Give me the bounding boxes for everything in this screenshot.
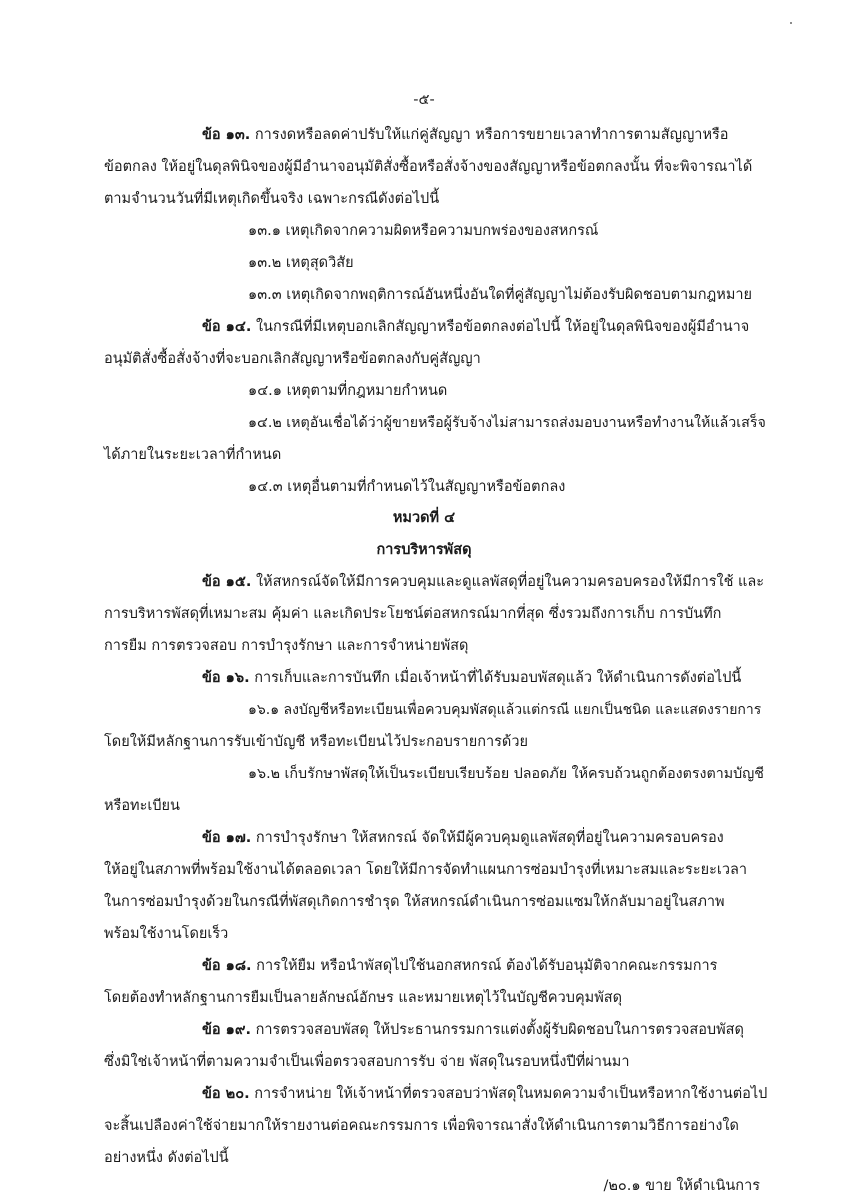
clause-13-3: ๑๓.๓ เหตุเกิดจากพฤติการณ์อันหนึ่งอันใดที่คู่สัญญาไม่ต้องรับผิดชอบตามกฎหมาย (248, 287, 753, 303)
clause-15-line-2: การบริหารพัสดุที่เหมาะสม คุ้มค่า และเกิดประโยชน์ต่อสหกรณ์มากที่สุด ซึ่งรวมถึงการเก็บ การบันทึก (104, 606, 722, 622)
clause-14-1: ๑๔.๑ เหตุตามที่กฎหมายกำหนด (248, 383, 448, 399)
clause-15-line-1: ข้อ ๑๕. ให้สหกรณ์จัดให้มีการควบคุมและดูแลพัสดุที่อยู่ในความครอบครองให้มีการใช้ และ (202, 574, 765, 590)
clause-14-line-1: ข้อ ๑๔. ในกรณีที่มีเหตุบอกเลิกสัญญาหรือข้อตกลงต่อไปนี้ ให้อยู่ในดุลพินิจของผู้มีอำนาจ (202, 319, 750, 335)
clause-20-line-2: จะสิ้นเปลืองค่าใช้จ่ายมากให้รายงานต่อคณะกรรมการ เพื่อพิจารณาสั่งให้ดำเนินการตามวิธีการอย่างใด (104, 1118, 739, 1134)
clause-18-line-2: โดยต้องทำหลักฐานการยืมเป็นลายลักษณ์อักษร และหมายเหตุไว้ในบัญชีควบคุมพัสดุ (104, 990, 623, 1006)
clause-19-label: ข้อ ๑๙. (202, 1022, 252, 1038)
clause-13-line-2: ข้อตกลง ให้อยู่ในดุลพินิจของผู้มีอำนาจอนุมัติสั่งซื้อหรือสั่งจ้างของสัญญาหรือข้อตกลงนั้น ที่จะพิจารณาได้ (104, 159, 753, 175)
clause-14-3: ๑๔.๓ เหตุอื่นตามที่กำหนดไว้ในสัญญาหรือข้อตกลง (248, 479, 566, 495)
clause-14-line-2: อนุมัติสั่งซื้อสั่งจ้างที่จะบอกเลิกสัญญาหรือข้อตกลงกับคู่สัญญา (104, 351, 481, 367)
clause-20-line-3: อย่างหนึ่ง ดังต่อไปนี้ (104, 1150, 229, 1166)
scan-speck (790, 22, 792, 24)
clause-18-line-1: ข้อ ๑๘. การให้ยืม หรือนำพัสดุไปใช้นอกสหกรณ์ ต้องได้รับอนุมัติจากคณะกรรมการ (202, 958, 718, 974)
chapter-heading: หมวดที่ ๔ (392, 510, 456, 526)
clause-14-2: ๑๔.๒ เหตุอันเชื่อได้ว่าผู้ขายหรือผู้รับจ้างไม่สามารถส่งมอบงานหรือทำงานให้แล้วเสร็จ (248, 415, 766, 431)
clause-13-label: ข้อ ๑๓. (202, 127, 251, 143)
clause-15-label: ข้อ ๑๕. (202, 574, 252, 590)
clause-14-2-cont: ได้ภายในระยะเวลาที่กำหนด (104, 447, 282, 463)
clause-16-line-1: ข้อ ๑๖. การเก็บและการบันทึก เมื่อเจ้าหน้าที่ได้รับมอบพัสดุแล้ว ให้ดำเนินการดังต่อไปนี้ (202, 670, 742, 686)
clause-17-line-4: พร้อมใช้งานโดยเร็ว (104, 926, 229, 942)
clause-16-1-cont: โดยให้มีหลักฐานการรับเข้าบัญชี หรือทะเบียนไว้ประกอบรายการด้วย (104, 734, 528, 750)
clause-13-line-3: ตามจำนวนวันที่มีเหตุเกิดขึ้นจริง เฉพาะกรณีดังต่อไปนี้ (104, 191, 440, 207)
clause-16-2-cont: หรือทะเบียน (104, 798, 180, 814)
clause-15-line-3: การยืม การตรวจสอบ การบำรุงรักษา และการจำหน่ายพัสดุ (104, 638, 469, 654)
continuation-note: /๒๐.๑ ขาย ให้ดำเนินการ (603, 1178, 760, 1194)
clause-16-label: ข้อ ๑๖. (202, 670, 250, 686)
clause-13-2: ๑๓.๒ เหตุสุดวิสัย (248, 255, 354, 271)
clause-17-label: ข้อ ๑๗. (202, 830, 252, 846)
clause-16-1: ๑๖.๑ ลงบัญชีหรือทะเบียนเพื่อควบคุมพัสดุแล้วแต่กรณี แยกเป็นชนิด และแสดงรายการ (248, 702, 762, 718)
clause-20-label: ข้อ ๒๐. (202, 1086, 250, 1102)
clause-17-line-1: ข้อ ๑๗. การบำรุงรักษา ให้สหกรณ์ จัดให้มีผู้ควบคุมดูแลพัสดุที่อยู่ในความครอบครอง (202, 830, 724, 846)
clause-18-label: ข้อ ๑๘. (202, 958, 252, 974)
chapter-title: การบริหารพัสดุ (376, 542, 472, 558)
clause-16-2: ๑๖.๒ เก็บรักษาพัสดุให้เป็นระเบียบเรียบร้อย ปลอดภัย ให้ครบถ้วนถูกต้องตรงตามบัญชี (248, 766, 764, 782)
clause-14-label: ข้อ ๑๔. (202, 319, 252, 335)
clause-17-line-3: ในการซ่อมบำรุงด้วยในกรณีที่พัสดุเกิดการชำรุด ให้สหกรณ์ดำเนินการซ่อมแซมให้กลับมาอยู่ในสภาพ (104, 894, 725, 910)
clause-19-line-2: ซึ่งมิใช่เจ้าหน้าที่ตามความจำเป็นเพื่อตรวจสอบการรับ จ่าย พัสดุในรอบหนึ่งปีที่ผ่านมา (104, 1054, 630, 1070)
clause-17-line-2: ให้อยู่ในสภาพที่พร้อมใช้งานได้ตลอดเวลา โดยให้มีการจัดทำแผนการซ่อมบำรุงที่เหมาะสมและระยะเวลา (104, 862, 748, 878)
clause-19-line-1: ข้อ ๑๙. การตรวจสอบพัสดุ ให้ประธานกรรมการแต่งตั้งผู้รับผิดชอบในการตรวจสอบพัสดุ (202, 1022, 744, 1038)
clause-13-line-1: ข้อ ๑๓. การงดหรือลดค่าปรับให้แก่คู่สัญญา หรือการขยายเวลาทำการตามสัญญาหรือ (202, 127, 729, 143)
clause-20-line-1: ข้อ ๒๐. การจำหน่าย ให้เจ้าหน้าที่ตรวจสอบว่าพัสดุในหมดความจำเป็นหรือหากใช้งานต่อไป (202, 1086, 768, 1102)
clause-13-1: ๑๓.๑ เหตุเกิดจากความผิดหรือความบกพร่องของสหกรณ์ (248, 223, 599, 239)
page-number: -๕- (413, 92, 435, 108)
